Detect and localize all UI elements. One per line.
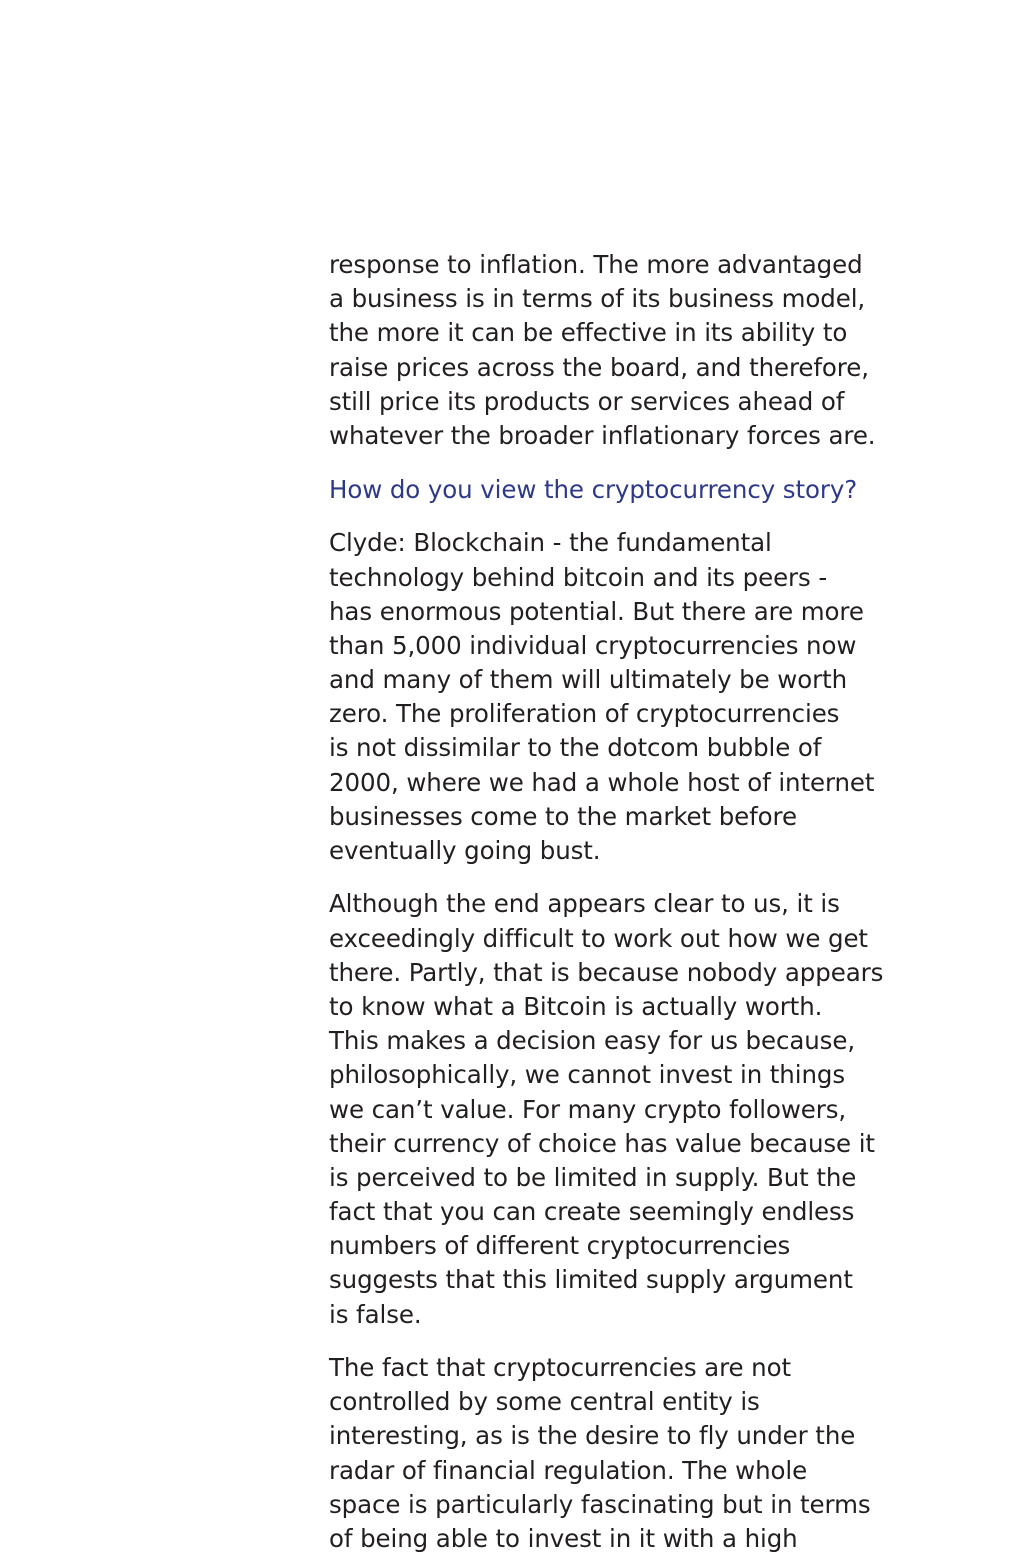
right-paragraph-2 — [329, 526, 899, 868]
text-line: exceedingly difficult to work out how we get — [329, 923, 868, 953]
text-line: and many of them will ultimately be worth — [329, 665, 848, 695]
text-line: The fact that cryptocurrencies are not — [329, 1353, 791, 1382]
right-paragraph-1 — [329, 248, 899, 453]
text-line: their currency of choice has value because it — [329, 1128, 875, 1158]
text-line: controlled by some central entity is — [329, 1387, 760, 1417]
text-line: is perceived to be limited in supply. But the — [329, 1162, 857, 1192]
text-line: has enormous potential. But there are more — [329, 596, 864, 626]
text-line: philosophically, we cannot invest in things — [329, 1060, 845, 1090]
right-text-column — [329, 248, 899, 1556]
section-heading-cryptocurrency: How do you view the cryptocurrency story? — [329, 474, 858, 504]
text-line: Although the end appears clear to us, it is — [329, 889, 840, 919]
text-line: is not dissimilar to the dotcom bubble of — [329, 733, 822, 763]
text-line: raise prices across the board, and therefore, — [329, 352, 869, 382]
text-line: still price its products or services ahead of — [329, 386, 845, 416]
text-line: numbers of different cryptocurrencies — [329, 1231, 791, 1261]
text-line: space is particularly fascinating but in terms — [329, 1489, 871, 1519]
text-line: a business is in terms of its business model, — [329, 284, 866, 314]
text-line: of being able to invest in it with a high — [329, 1523, 798, 1553]
text-line: fact that you can create seemingly endless — [329, 1197, 855, 1227]
right-paragraph-4 — [329, 1351, 899, 1556]
text-line: the more it can be effective in its ability to — [329, 318, 848, 348]
text-line: zero. The proliferation of cryptocurrencies — [329, 699, 840, 729]
text-line: there. Partly, that is because nobody appears — [329, 957, 884, 987]
text-line: businesses come to the market before — [329, 801, 797, 831]
text-line: is false. — [329, 1299, 422, 1329]
text-line: response to inflation. The more advantaged — [329, 250, 863, 279]
text-line: to know what a Bitcoin is actually worth. — [329, 991, 823, 1021]
text-line: radar of financial regulation. The whole — [329, 1455, 808, 1485]
text-line: Clyde: Blockchain - the fundamental — [329, 528, 772, 558]
text-line: suggests that this limited supply argument — [329, 1265, 853, 1295]
text-line: technology behind bitcoin and its peers - — [329, 562, 828, 592]
text-line: eventually going bust. — [329, 836, 601, 865]
right-paragraph-3 — [329, 887, 899, 1331]
text-line: whatever the broader inflationary forces are. — [329, 420, 876, 450]
text-line: we can’t value. For many crypto followers, — [329, 1094, 847, 1124]
text-line: than 5,000 individual cryptocurrencies now — [329, 630, 857, 660]
text-line: interesting, as is the desire to fly under the — [329, 1421, 856, 1451]
text-line: This makes a decision easy for us because, — [329, 1026, 856, 1056]
text-line: 2000, where we had a whole host of internet — [329, 767, 875, 797]
